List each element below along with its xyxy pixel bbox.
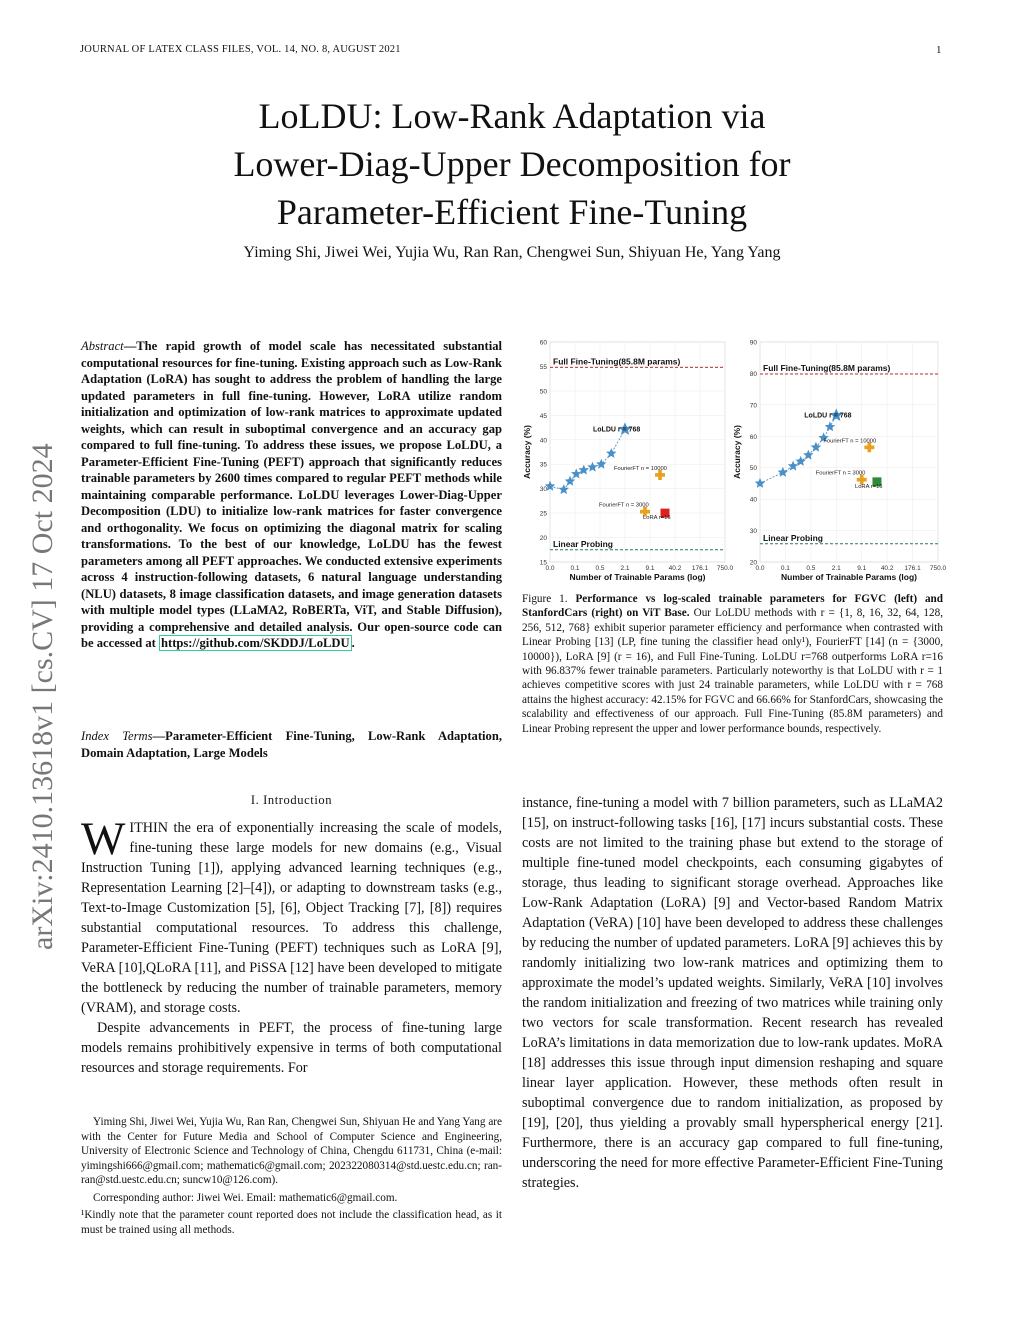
y-tick-label: 60: [539, 339, 547, 347]
abstract-label: Abstract: [81, 339, 124, 353]
page-number: 1: [936, 44, 942, 56]
caption-text: Our LoLDU methods with r = {1, 8, 16, 32, 64, 128, 256, 512, 768} exhibit superior parameter efficiency and performance when contrasted with Linear Probing [13] (LP, fine tuning the classifier head only¹), FourierFT [14] (n = {3000, 10000}), LoRA [9] (r = 16), and Full Fine-Tuning. LoLDU r=768 outperforms LoRA r=16 with 96.837% fewer trainable parameters. Particularly noteworthy is that LoLDU with r = 1 achieves competitive scores with just 24 trainable parameters, while LoLDU with r = 768 attains the highest accuracy: 42.15% for FGVC and 66.66% for StanfordCars, showcasing the scalability and effectiveness of our approach. Full Fine-Tuning (85.8M parameters) and Linear Probing represent the upper and lower performance bounds, respectively.: [522, 607, 943, 735]
index-terms-label: Index Terms: [81, 729, 153, 743]
x-tick-label: 0.0: [545, 565, 555, 572]
abstract-text: —The rapid growth of model scale has necessitated substantial computational resources for fine-tuning. Existing approach such as Low-Rank Adaptation (LoRA) has sought to address the problem of handling the large updated parameters in full fine-tuning. However, LoRA utilize random initialization and optimization of low-rank matrices to approximate updated weights, which can result in suboptimal convergence and an accuracy gap compared to full fine-tuning. To address these issues, we propose LoLDU, a Parameter-Efficient Fine-Tuning (PEFT) approach that significantly reduces trainable parameters by 2600 times compared to regular PEFT methods while maintaining comparable performance. LoLDU leverages Lower-Diag-Upper Decomposition (LDU) to initialize low-rank matrices for faster convergence and orthogonality. We focus on optimizing the diagonal matrix for scaling transformations. To the best of our knowledge, LoLDU has the fewest parameters among all PEFT approaches. We conducted extensive experiments across 4 instruction-following datasets, 6 natural language understanding (NLU) datasets, 8 image classification datasets, and image generation datasets with multiple model types (LLaMA2, RoBERTa, ViT, and Stable Diffusion), providing a comprehensive and detailed analysis. Our open-source code can be accessed at: [81, 339, 502, 650]
figure-1-charts: [520, 334, 947, 586]
y-axis-label: Accuracy (%): [522, 425, 532, 479]
x-tick-label: 176.1: [691, 565, 709, 572]
y-tick-label: 40: [749, 496, 757, 504]
x-tick-label: 0.5: [806, 565, 816, 572]
y-tick-label: 45: [539, 412, 547, 420]
arxiv-stamp-text: arXiv:2410.13618v1 [cs.CV] 17 Oct 2024: [26, 443, 59, 950]
loldu-label: LoLDU r = 768: [804, 412, 852, 420]
x-tick-label: 176.1: [904, 565, 921, 572]
x-tick-label: 9.1: [857, 565, 867, 572]
figure-caption: [522, 592, 943, 736]
plot-frame: [760, 342, 938, 562]
intro-right-column: instance, fine-tuning a model with 7 billion parameters, such as LLaMA2 [15], on instruct-following tasks [16], [17] incurs substantial costs. These costs are not limited to the training phase but extend to the storage of multiple fine-tuned model checkpoints, each consuming gigabytes of storage, thus leading to significant storage overhead. Approaches like Low-Rank Adaptation (LoRA) [9] and Vector-based Random Matrix Adaptation (VeRA) [10] have been developed to address these challenges by reducing the number of updated parameters. LoRA [9] achieves this by randomly initializing two low-rank matrices and optimizing them to approximate the model’s updated weights. Similarly, VeRA [10] involves the random initialization and freezing of two matrices while training only two vectors for scale transformation. Recent research has revealed LoRA’s limitations in data memorization due to low-rank updates. MoRA [18] addresses this issue through input dimension reshaping and square linear layer application. However, these methods often result in suboptimal convergence due to random initialization, as proposed by [19], [20], thus yielding a provably small hyperspherical energy [21]. Furthermore, there is an accuracy gap compared to full fine-tuning, underscoring the need for more effective Parameter-Efficient Fine-Tuning strategies.: [522, 795, 943, 1191]
running-header: JOURNAL OF LATEX CLASS FILES, VOL. 14, NO. 8, AUGUST 2021: [80, 44, 401, 55]
y-tick-label: 30: [749, 528, 757, 536]
lora-label: LoRA r=16: [854, 483, 883, 490]
fourierft-label: FourierFT n = 3000: [815, 470, 866, 477]
arxiv-stamp[interactable]: [18, 340, 62, 960]
lora-label: LoRA r=16: [643, 515, 671, 522]
abstract: [81, 338, 502, 652]
index-terms: [81, 728, 502, 761]
fourierft-label: FourierFT n = 10000: [614, 465, 667, 472]
abstract-end: .: [351, 636, 355, 650]
x-tick-label: 40.2: [668, 565, 682, 572]
y-tick-label: 90: [749, 339, 757, 347]
loldu-point: [778, 467, 788, 477]
y-tick-label: 60: [749, 433, 757, 441]
y-tick-label: 40: [539, 437, 547, 445]
loldu-point: [571, 469, 582, 479]
x-axis-label: Number of Trainable Params (log): [780, 572, 918, 582]
x-tick-label: 0.0: [755, 565, 765, 572]
loldu-point: [559, 484, 570, 494]
loldu-point: [587, 462, 597, 472]
loldu-point: [825, 421, 836, 431]
fourierft-label: FourierFT n = 3000: [599, 502, 649, 509]
y-tick-label: 55: [539, 363, 547, 371]
caption-label: Figure 1.: [522, 593, 568, 605]
y-tick-label: 25: [539, 510, 547, 518]
x-tick-label: 0.1: [780, 565, 790, 572]
section-heading: I. Introduction: [250, 793, 333, 807]
fourierft-label: FourierFT n = 10000: [823, 438, 877, 445]
y-tick-label: 35: [539, 461, 547, 469]
x-tick-label: 40.2: [880, 565, 894, 572]
code-link[interactable]: https://github.com/SKDDJ/LoLDU: [161, 636, 350, 650]
title-line-2: Lower-Diag-Upper Decomposition for: [233, 144, 791, 184]
corresponding-author: Corresponding author: Jiwei Wei. Email: mathematic6@gmail.com.: [93, 1191, 398, 1204]
loldu-point: [803, 450, 813, 460]
y-tick-label: 20: [539, 535, 547, 543]
caption-bold: Performance vs log-scaled trainable parameters for FGVC (left) and StanfordCars (right) on ViT Base.: [522, 593, 943, 620]
y-tick-label: 80: [749, 370, 757, 378]
y-tick-label: 15: [539, 559, 547, 567]
linear-probing-label: Linear Probing: [553, 538, 613, 549]
x-tick-label: 0.1: [570, 565, 580, 572]
full-finetune-label: Full Fine-Tuning(85.8M params): [763, 363, 891, 374]
full-finetune-label: Full Fine-Tuning(85.8M params): [553, 356, 681, 367]
dropcap: W: [81, 813, 126, 865]
figure-1: [520, 334, 947, 586]
x-tick-label: 9.1: [645, 565, 655, 572]
loldu-label: LoLDU r = 768: [593, 426, 641, 434]
y-tick-label: 70: [749, 402, 757, 410]
intro-paragraph-2: Despite advancements in PEFT, the process of fine-tuning large models remains prohibitively expensive in terms of both computational resources and storage requirements. For: [81, 1020, 502, 1076]
y-axis-label: Accuracy (%): [732, 425, 742, 479]
loldu-point: [788, 461, 799, 471]
footnote-1: ¹Kindly note that the parameter count reported does not include the classification head, as it must be trained using all methods.: [81, 1209, 502, 1236]
loldu-point: [606, 448, 617, 458]
title-line-3: Parameter-Efficient Fine-Tuning: [276, 192, 748, 232]
footnotes: [81, 1115, 502, 1237]
x-tick-label: 750.0: [929, 565, 947, 572]
x-tick-label: 2.1: [620, 565, 630, 572]
x-tick-label: 750.0: [716, 565, 734, 572]
intro-paragraph-1: ITHIN the era of exponentially increasing the scale of models, fine-tuning these large models for new domains (e.g., Visual Instruction Tuning [1]), applying advanced learning techniques (e.g., Representation Learning [2]–[4]), or adapting to downstream tasks (e.g., Text-to-Image Customization [5], [6], Object Tracking [7], [8]) requires substantial computational resources. To address this challenge, Parameter-Efficient Fine-Tuning (PEFT) techniques such as LoRA [9], VeRA [10],QLoRA [11], and PiSSA [12] have been developed to mitigate the bottleneck by reducing the number of trainable parameters, memory (VRAM), and storage costs.: [81, 820, 502, 1016]
title-line-1: LoLDU: Low-Rank Adaptation via: [258, 96, 766, 136]
affiliation-footnote: Yiming Shi, Jiwei Wei, Yujia Wu, Ran Ran, Chengwei Sun, Shiyuan He and Yang Yang are with the Center for Future Media and School of Computer Science and Engineering, University of Electronic Science and Technology of China, Chengdu 611731, China (e-mail: yimingshi666@gmail.com; mathematic6@gmail.com; 202322080314@std.uestc.edu.cn; ran-ran@std.uestc.edu.cn; suncw10@126.com).: [81, 1116, 502, 1186]
y-tick-label: 50: [539, 388, 547, 396]
x-tick-label: 0.5: [595, 565, 605, 572]
y-tick-label: 20: [749, 559, 757, 567]
loldu-series-line: [550, 429, 625, 489]
linear-probing-label: Linear Probing: [763, 532, 823, 543]
x-axis-label: Number of Trainable Params (log): [569, 572, 706, 582]
intro-left-column: [81, 813, 502, 1078]
plot-frame: [550, 342, 725, 562]
paper-title: [100, 92, 924, 236]
loldu-point: [811, 442, 822, 452]
author-list: Yiming Shi, Jiwei Wei, Yujia Wu, Ran Ran, Chengwei Sun, Shiyuan He, Yang Yang: [243, 244, 781, 261]
index-terms-text: —Parameter-Efficient Fine-Tuning, Low-Rank Adaptation, Domain Adaptation, Large Models: [81, 729, 502, 760]
y-tick-label: 30: [539, 486, 547, 494]
y-tick-label: 50: [749, 465, 757, 473]
x-tick-label: 2.1: [831, 565, 841, 572]
